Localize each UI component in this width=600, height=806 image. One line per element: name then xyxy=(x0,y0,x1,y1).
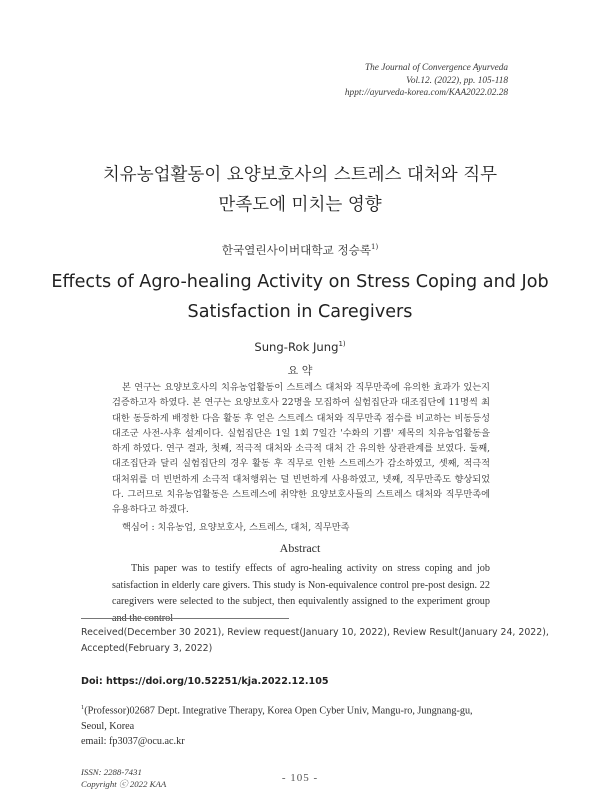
korean-abstract xyxy=(112,380,490,535)
english-title-line1: Effects of Agro-healing Activity on Stress Coping and Job xyxy=(51,272,549,292)
english-author xyxy=(0,340,600,354)
journal-url[interactable]: hppt://ayurveda-korea.com/KAA2022.02.28 xyxy=(344,88,508,99)
english-abstract-body: This paper was to testify effects of agro-healing activity on stress coping and job satisfaction in elderly care givers. This study is Non-equivalence control pre-post design. 22 caregivers were selected to the subject, then equivalently assigned to the experiment group and the control xyxy=(112,563,490,624)
affiliation-email[interactable]: email: fp3037@ocu.ac.kr xyxy=(81,736,185,748)
author-affiliation xyxy=(81,700,511,750)
korean-title-line1: 치유농업활동이 요양보호사의 스트레스 대처와 직무 xyxy=(102,165,498,185)
page-number: - 105 - xyxy=(281,772,319,784)
received-line1: Received(December 30 2021), Review request(January 10, 2022), Review Result(January 24, 2022), xyxy=(81,627,549,638)
english-title xyxy=(0,268,600,327)
affiliation-line2: Seoul, Korea xyxy=(81,720,135,732)
journal-name: The Journal of Convergence Ayurveda xyxy=(364,63,508,73)
received-dates xyxy=(81,625,549,657)
journal-header xyxy=(345,62,508,100)
korean-keywords: 핵심어 : 치유농업, 요양보호사, 스트레스, 대처, 직무만족 xyxy=(122,521,350,533)
copyright-text: Copyright ⓒ 2022 KAA xyxy=(81,779,167,790)
korean-title xyxy=(0,160,600,220)
doi-link[interactable]: Doi: https://doi.org/10.52251/kja.2022.12.105 xyxy=(81,676,329,687)
received-line2: Accepted(February 3, 2022) xyxy=(81,643,213,655)
korean-title-line2: 만족도에 미치는 영향 xyxy=(218,195,382,215)
korean-author-footnote-marker: 1) xyxy=(371,243,379,252)
english-title-line2: Satisfaction in Caregivers xyxy=(187,301,413,322)
english-author-footnote-marker: 1) xyxy=(338,340,346,349)
affiliation-footnote-marker: 1 xyxy=(81,704,85,711)
korean-abstract-body: 본 연구는 요양보호사의 치유농업활동이 스트레스 대처와 직무만족에 유의한 효과가 있는지 검증하고자 하였다. 본 연구는 요양보호사 22명을 모집하여 실험집단과 대조집단에 11명씩 최대한 동등하게 배정한 다음 활동 후 얻은 스트레스 대처와 직무만족 점수를 비교하는 비동등성 대조군 사전-사후 설계이다. 실험집단은 1일 1회 7일간 '수화의 기쁨' 제목의 치유농업활동을 하게 하였다. 연구 결과, 첫째, 적극적 대처와 소극적 대처 간 유의한 상관관계를 보였다. 둘째, 대조집단과 달리 실험집단의 경우 활동 후 직무로 인한 스트레스가 감소하였고, 셋째, 적극적 대처위를 더 빈번하게 소극적 대처행위는 덜 빈번하게 사용하였고, 넷째, 직무만족도 향상되었다. 그러므로 치유농업활동은 스트레스에 취약한 요양보호사들의 스트레스 대처와 직무만족에 유용하다고 하겠다. xyxy=(112,382,490,516)
journal-volume: Vol.12. (2022), pp. 105-118 xyxy=(406,75,508,86)
english-author-name: Sung-Rok Jung xyxy=(254,340,339,354)
affiliation-line1: $^1$(Professor)02687 Dept. Integrative Therapy, Korea Open Cyber Univ, Mangu-ro, Jungnang-gu, xyxy=(81,704,473,717)
footnote-divider xyxy=(81,618,289,619)
english-abstract-heading: Abstract xyxy=(279,541,321,555)
korean-author-name: 한국열린사이버대학교 정승록 xyxy=(221,243,372,257)
korean-abstract-heading: 요 약 xyxy=(287,364,313,377)
korean-author xyxy=(0,242,600,258)
issn-text: ISSN: 2288-7431 xyxy=(81,767,142,777)
